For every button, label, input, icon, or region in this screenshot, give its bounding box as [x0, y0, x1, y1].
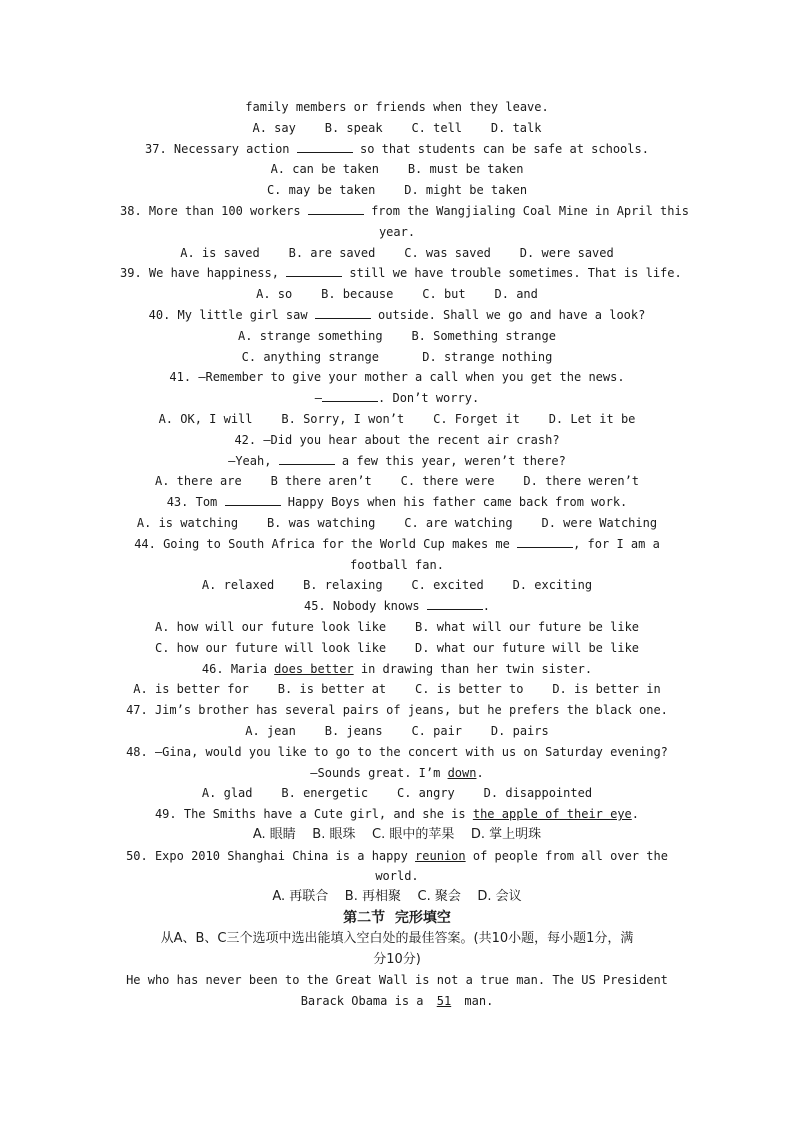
q37-options-2: C. may be taken D. might be taken [266, 183, 528, 198]
exam-page [120, 97, 689, 1012]
q48-stem: 48. —Gina, would you like to go to the concert with us on Saturday evening? [126, 744, 668, 759]
section-title: 第二节 完形填空 [343, 910, 451, 927]
q42-reply: —Yeah, a few this year, weren’t there? [228, 453, 566, 468]
underlined-phrase: does better [274, 661, 354, 676]
underlined-phrase: reunion [415, 848, 466, 863]
q48-options: A. glad B. energetic C. angry D. disappointed [201, 786, 593, 801]
q47-options: A. jean B. jeans C. pair D. pairs [245, 723, 549, 738]
q44-tail: football fan. [350, 557, 444, 572]
q42-stem: 42. —Did you hear about the recent air crash? [234, 432, 560, 447]
q38-options: A. is saved B. are saved C. was saved D. were saved [180, 245, 614, 260]
q45-options-2: C. how our future will look like D. what our future will be like [154, 640, 640, 655]
q45-stem: 45. Nobody knows . [303, 599, 491, 614]
underlined-phrase: down [447, 765, 477, 780]
q44-options: A. relaxed B. relaxing C. excited D. exciting [201, 578, 593, 593]
q39-options: A. so B. because C. but D. and [256, 287, 538, 302]
q43-stem: 43. Tom Happy Boys when his father came back from work. [166, 495, 628, 510]
q41-reply: — . Don’t worry. [314, 391, 480, 406]
q38-stem: 38. More than 100 workers from the Wangjialing Coal Mine in April this [120, 203, 689, 218]
q43-options: A. is watching B. was watching C. are watching D. were Watching [136, 515, 658, 530]
q48-reply: —Sounds great. I’m down. [310, 765, 484, 780]
q40-stem: 40. My little girl saw outside. Shall we go and have a look? [148, 307, 646, 322]
q49-options: A. 眼睛 B. 眼珠 C. 眼中的苹果 D. 掌上明珠 [252, 826, 542, 842]
passage-line-1: He who has never been to the Great Wall is not a true man. The US President [126, 973, 668, 988]
q50-options: A. 再联合 B. 再相聚 C. 聚会 D. 会议 [272, 889, 522, 905]
passage-line-2: Barack Obama is a 51 man. [300, 994, 494, 1009]
q37-stem: 37. Necessary action so that students can be safe at schools. [145, 141, 649, 156]
q40-options-1: A. strange something B. Something strange [238, 328, 556, 343]
q36-options: A. say B. speak C. tell D. talk [252, 120, 542, 135]
q44-stem: 44. Going to South Africa for the World Cup makes me , for I am a [134, 536, 660, 551]
q38-tail: year. [378, 224, 416, 239]
q41-options: A. OK, I will B. Sorry, I won’t C. Forget it D. Let it be [158, 411, 636, 426]
q46-stem: 46. Maria does better in drawing than her twin sister. [201, 661, 593, 676]
q42-options: A. there are B there aren’t C. there were D. there weren’t [154, 474, 640, 489]
numbered-blank: 51 [436, 994, 452, 1009]
q50-tail: world. [375, 869, 419, 884]
q41-stem: 41. —Remember to give your mother a call when you get the news. [169, 370, 625, 385]
q39-stem: 39. We have happiness, still we have trouble sometimes. That is life. [120, 266, 682, 281]
section-instructions-2: 分10分) [373, 951, 421, 967]
q40-options-2: C. anything strange D. strange nothing [241, 349, 553, 364]
q47-stem: 47. Jim’s brother has several pairs of jeans, but he prefers the black one. [126, 703, 668, 718]
q45-options-1: A. how will our future look like B. what will our future be like [154, 619, 640, 634]
answer-blank [225, 493, 281, 506]
q50-stem: 50. Expo 2010 Shanghai China is a happy reunion of people from all over the [126, 848, 668, 863]
answer-blank [308, 202, 364, 215]
q36-tail: family members or friends when they leave. [245, 100, 549, 114]
answer-blank [517, 535, 573, 548]
underlined-phrase: the apple of their eye [472, 807, 632, 822]
answer-blank [427, 597, 483, 610]
answer-blank [279, 452, 335, 465]
answer-blank [322, 389, 378, 402]
answer-blank [286, 264, 342, 277]
answer-blank [297, 140, 353, 153]
q46-options: A. is better for B. is better at C. is better to D. is better in [133, 682, 661, 697]
section-instructions-1: 从A、B、C三个选项中选出能填入空白处的最佳答案。(共10小题，每小题1分，满 [160, 930, 634, 946]
q49-stem: 49. The Smiths have a Cute girl, and she is the apple of their eye. [154, 807, 640, 822]
q37-options-1: A. can be taken B. must be taken [270, 162, 524, 177]
answer-blank [315, 306, 371, 319]
